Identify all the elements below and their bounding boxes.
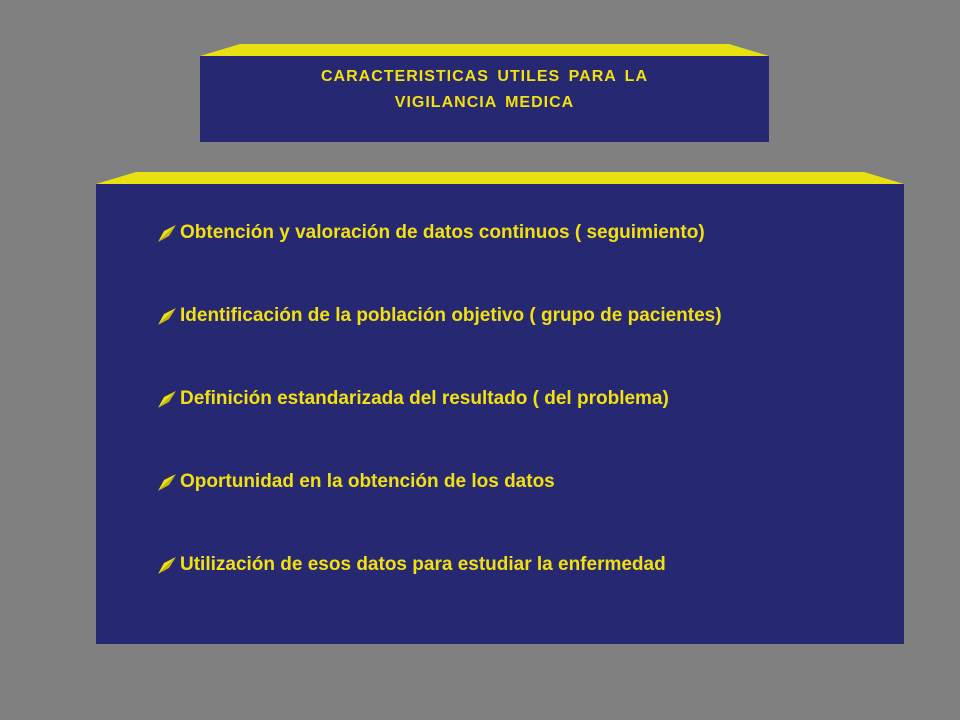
bullet-item	[156, 467, 722, 497]
bullet-item	[156, 218, 722, 248]
slide-title	[200, 64, 769, 116]
arrowhead-bullet-icon	[156, 388, 178, 410]
slide-title-line-2: VIGILANCIA MEDICA	[394, 94, 575, 111]
bullet-text: Definición estandarizada del resultado ( del problema)	[180, 388, 669, 409]
content-box-top-bevel	[96, 172, 904, 184]
bullet-item	[156, 550, 722, 580]
arrowhead-bullet-icon	[156, 222, 178, 244]
title-box-top-bevel	[200, 44, 769, 56]
bullet-text: Oportunidad en la obtención de los datos	[180, 471, 555, 492]
arrowhead-bullet-icon	[156, 554, 178, 576]
bullet-item	[156, 384, 722, 414]
slide-title-line-1: CARACTERISTICAS UTILES PARA LA	[321, 68, 648, 85]
title-box	[200, 56, 769, 142]
arrowhead-bullet-icon	[156, 305, 178, 327]
bullet-text: Utilización de esos datos para estudiar la enfermedad	[180, 554, 666, 575]
bullet-text: Obtención y valoración de datos continuos ( seguimiento)	[180, 222, 705, 243]
content-box	[96, 184, 904, 644]
bullet-list	[156, 218, 722, 633]
arrowhead-bullet-icon	[156, 471, 178, 493]
bullet-item	[156, 301, 722, 331]
bullet-text: Identificación de la población objetivo ( grupo de pacientes)	[180, 305, 722, 326]
